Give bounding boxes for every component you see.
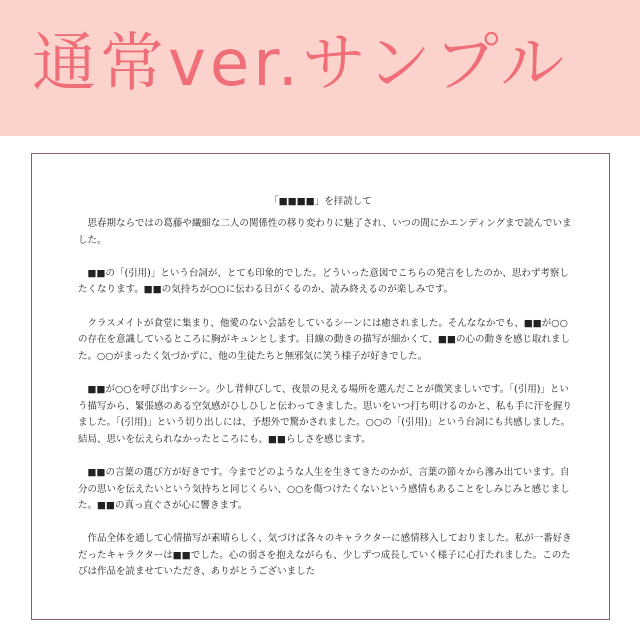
header-banner [0, 0, 640, 136]
paragraph: ■■の言葉の選び方が好きです。今までどのような人生を生きてきたのかが、言葉の節々から滲み出ています。自分の思いを伝えたいという気持ちと同じくらい、○○を傷つけたくないという感情もあることをしみじみと感じました。■■の真っ直ぐさが心に響きます。 [78, 466, 570, 512]
paragraph: 思春期ならではの葛藤や繊細な二人の関係性の移り変わりに魅了され、いつの間にかエンディングまで読んでいました。 [78, 218, 572, 246]
paragraph: 作品全体を通して心情描写が素晴らしく、気づけば各々のキャラクターに感情移入しておりました。私が一番好きだったキャラクターは■■でした。心の弱さを抱えながらも、少しずつ成長していく様子に心打たれました。このたびは作品を読ませていただき、ありがとうございました [78, 533, 572, 578]
document-body [78, 216, 572, 581]
document-title: 「■■■■」を拝読して [269, 196, 372, 207]
paragraph: ■■の「(引用)」という台詞が、とても印象的でした。どういった意図でこちらの発言をしたのか、思わず考察したくなります。■■の気持ちが○○に伝わる日がくるのか、読み終えるのが楽しみです。 [78, 267, 569, 296]
paragraph: クラスメイトが食堂に集まり、他愛のない会話をしているシーンには癒されました。そんななかでも、■■が○○の存在を意識しているところに胸がキュンとします。目線の動きの描写が細かくて、■■の心の動きを感じ取れました。○○がまったく気づかずに、他の生徒たちと無邪気に笑う様子が好きでした。 [78, 317, 571, 362]
letter-paper [31, 153, 610, 620]
paragraph: ■■が○○を呼び出すシーン。少し背伸びして、夜景の見える場所を選んだことが微笑ましいです。「(引用)」という描写から、緊張感のある空気感がひしひしと伝わってきました。思いをいつ打ち明けるのかと、私も手に汗を握りました。「(引用)」という切り出しには、予想外で驚かされました。○○の「(引用)」という台詞にも共感しました。結局、思いを伝えられなかったところにも、■■らしさを感じます。 [78, 383, 572, 445]
banner-title: 通常ver.サンプル [32, 27, 569, 101]
